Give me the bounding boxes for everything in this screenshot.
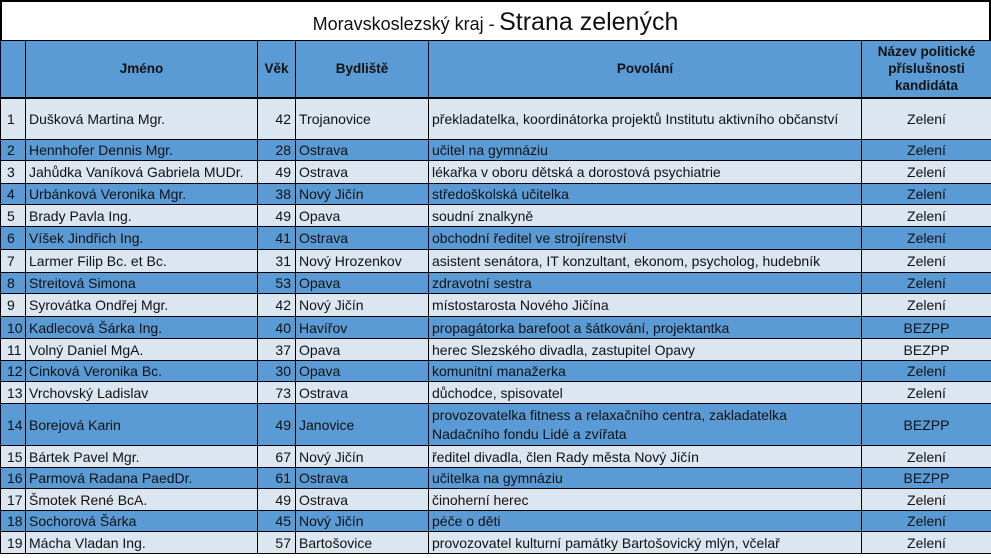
cell-residence: Ostrava [296, 489, 429, 511]
cell-name: Larmer Filip Bc. et Bc. [26, 250, 258, 273]
table-row [1, 98, 991, 140]
cell-name: Streitová Simona [26, 273, 258, 294]
cell-affiliation: BEZPP [862, 404, 991, 446]
cell-number: 2 [1, 140, 26, 161]
cell-affiliation: BEZPP [862, 339, 991, 361]
table-row [1, 532, 991, 554]
col-header-number [1, 41, 26, 98]
table-row [1, 273, 991, 294]
col-header-residence: Bydliště [296, 41, 429, 98]
cell-occupation: místostarosta Nového Jičína [429, 294, 862, 317]
cell-age: 67 [258, 446, 296, 468]
cell-affiliation: Zelení [862, 532, 991, 554]
table-row [1, 339, 991, 361]
table-row [1, 317, 991, 339]
cell-occupation: asistent senátora, IT konzultant, ekonom, psycholog, hudebník [429, 250, 862, 273]
cell-name: Šmotek René BcA. [26, 489, 258, 511]
cell-number: 18 [1, 511, 26, 532]
table-row [1, 404, 991, 446]
cell-age: 61 [258, 468, 296, 489]
cell-age: 41 [258, 227, 296, 250]
table-row [1, 250, 991, 273]
cell-affiliation: Zelení [862, 250, 991, 273]
cell-affiliation: Zelení [862, 294, 991, 317]
cell-residence: Opava [296, 205, 429, 227]
cell-age: 37 [258, 339, 296, 361]
cell-occupation: překladatelka, koordinátorka projektů Institutu aktivního občanství [429, 98, 862, 140]
cell-affiliation: Zelení [862, 227, 991, 250]
cell-residence: Trojanovice [296, 98, 429, 140]
cell-number: 1 [1, 98, 26, 140]
cell-affiliation: BEZPP [862, 468, 991, 489]
cell-occupation: středoškolská učitelka [429, 184, 862, 205]
cell-occupation: učitelka na gymnáziu [429, 468, 862, 489]
cell-residence: Ostrava [296, 227, 429, 250]
cell-name: Víšek Jindřich Ing. [26, 227, 258, 250]
cell-number: 10 [1, 317, 26, 339]
cell-number: 7 [1, 250, 26, 273]
cell-residence: Opava [296, 339, 429, 361]
cell-number: 5 [1, 205, 26, 227]
cell-occupation: obchodní ředitel ve strojírenství [429, 227, 862, 250]
table-row [1, 511, 991, 532]
col-header-age: Věk [258, 41, 296, 98]
cell-age: 73 [258, 382, 296, 404]
table-row [1, 205, 991, 227]
cell-age: 28 [258, 140, 296, 161]
cell-name: Jahůdka Vaníková Gabriela MUDr. [26, 161, 258, 184]
cell-residence: Nový Jičín [296, 446, 429, 468]
cell-residence: Havířov [296, 317, 429, 339]
cell-age: 49 [258, 489, 296, 511]
cell-affiliation: Zelení [862, 184, 991, 205]
cell-occupation: soudní znalkyně [429, 205, 862, 227]
cell-occupation: provozovatelka fitness a relaxačního centra, zakladatelka Nadačního fondu Lidé a zvířata [429, 404, 862, 446]
table-row [1, 489, 991, 511]
cell-age: 30 [258, 361, 296, 382]
cell-affiliation: BEZPP [862, 317, 991, 339]
title-region: Moravskoslezský kraj - [312, 14, 495, 34]
cell-affiliation: Zelení [862, 511, 991, 532]
cell-affiliation: Zelení [862, 140, 991, 161]
cell-name: Volný Daniel MgA. [26, 339, 258, 361]
cell-name: Brady Pavla Ing. [26, 205, 258, 227]
cell-name: Syrovátka Ondřej Mgr. [26, 294, 258, 317]
cell-number: 11 [1, 339, 26, 361]
cell-age: 40 [258, 317, 296, 339]
cell-affiliation: Zelení [862, 205, 991, 227]
cell-name: Parmová Radana PaedDr. [26, 468, 258, 489]
cell-occupation: činoherní herec [429, 489, 862, 511]
cell-occupation: učitel na gymnáziu [429, 140, 862, 161]
cell-number: 16 [1, 468, 26, 489]
cell-number: 13 [1, 382, 26, 404]
cell-number: 12 [1, 361, 26, 382]
cell-name: Vrchovský Ladislav [26, 382, 258, 404]
table-row [1, 446, 991, 468]
cell-residence: Ostrava [296, 140, 429, 161]
cell-affiliation: Zelení [862, 273, 991, 294]
table-row [1, 161, 991, 184]
cell-occupation: ředitel divadla, člen Rady města Nový Jičín [429, 446, 862, 468]
cell-number: 3 [1, 161, 26, 184]
table-row [1, 294, 991, 317]
cell-occupation: lékařka v oboru dětská a dorostová psychiatrie [429, 161, 862, 184]
table-row [1, 184, 991, 205]
cell-residence: Nový Jičín [296, 184, 429, 205]
col-header-name: Jméno [26, 41, 258, 98]
cell-affiliation: Zelení [862, 382, 991, 404]
cell-name: Hennhofer Dennis Mgr. [26, 140, 258, 161]
cell-occupation: důchodce, spisovatel [429, 382, 862, 404]
cell-affiliation: Zelení [862, 98, 991, 140]
cell-name: Cinková Veronika Bc. [26, 361, 258, 382]
cell-occupation: zdravotní sestra [429, 273, 862, 294]
cell-residence: Nový Jičín [296, 294, 429, 317]
cell-residence: Nový Hrozenkov [296, 250, 429, 273]
cell-number: 19 [1, 532, 26, 554]
cell-name: Kadlecová Šárka Ing. [26, 317, 258, 339]
cell-residence: Opava [296, 361, 429, 382]
cell-age: 38 [258, 184, 296, 205]
cell-age: 45 [258, 511, 296, 532]
cell-number: 4 [1, 184, 26, 205]
cell-number: 6 [1, 227, 26, 250]
cell-age: 31 [258, 250, 296, 273]
cell-age: 57 [258, 532, 296, 554]
cell-number: 8 [1, 273, 26, 294]
cell-residence: Ostrava [296, 468, 429, 489]
cell-occupation: provozovatel kulturní památky Bartošovický mlýn, včelař [429, 532, 862, 554]
cell-name: Urbánková Veronika Mgr. [26, 184, 258, 205]
cell-number: 14 [1, 404, 26, 446]
header-row [1, 41, 991, 98]
cell-occupation: propagátorka barefoot a šátkování, projektantka [429, 317, 862, 339]
cell-age: 42 [258, 294, 296, 317]
cell-name: Mácha Vladan Ing. [26, 532, 258, 554]
cell-name: Borejová Karin [26, 404, 258, 446]
col-header-occupation: Povolání [429, 41, 862, 98]
cell-name: Bártek Pavel Mgr. [26, 446, 258, 468]
sheet-title [0, 0, 991, 40]
cell-number: 9 [1, 294, 26, 317]
cell-number: 17 [1, 489, 26, 511]
cell-affiliation: Zelení [862, 489, 991, 511]
cell-affiliation: Zelení [862, 361, 991, 382]
cell-affiliation: Zelení [862, 446, 991, 468]
candidate-table [0, 40, 991, 554]
cell-residence: Janovice [296, 404, 429, 446]
cell-age: 42 [258, 98, 296, 140]
cell-name: Dušková Martina Mgr. [26, 98, 258, 140]
cell-residence: Bartošovice [296, 532, 429, 554]
table-row [1, 468, 991, 489]
table-row [1, 382, 991, 404]
cell-age: 49 [258, 161, 296, 184]
table-row [1, 361, 991, 382]
cell-age: 49 [258, 404, 296, 446]
cell-occupation: herec Slezského divadla, zastupitel Opavy [429, 339, 862, 361]
cell-residence: Nový Jičín [296, 511, 429, 532]
col-header-affiliation: Název politické příslušnosti kandidáta [862, 41, 991, 98]
title-party: Strana zelených [499, 8, 679, 36]
cell-name: Sochorová Šárka [26, 511, 258, 532]
cell-age: 53 [258, 273, 296, 294]
cell-occupation: péče o děti [429, 511, 862, 532]
cell-residence: Opava [296, 273, 429, 294]
cell-residence: Ostrava [296, 382, 429, 404]
table-row [1, 227, 991, 250]
cell-occupation: komunitní manažerka [429, 361, 862, 382]
cell-residence: Ostrava [296, 161, 429, 184]
cell-number: 15 [1, 446, 26, 468]
table-row [1, 140, 991, 161]
cell-age: 49 [258, 205, 296, 227]
cell-affiliation: Zelení [862, 161, 991, 184]
